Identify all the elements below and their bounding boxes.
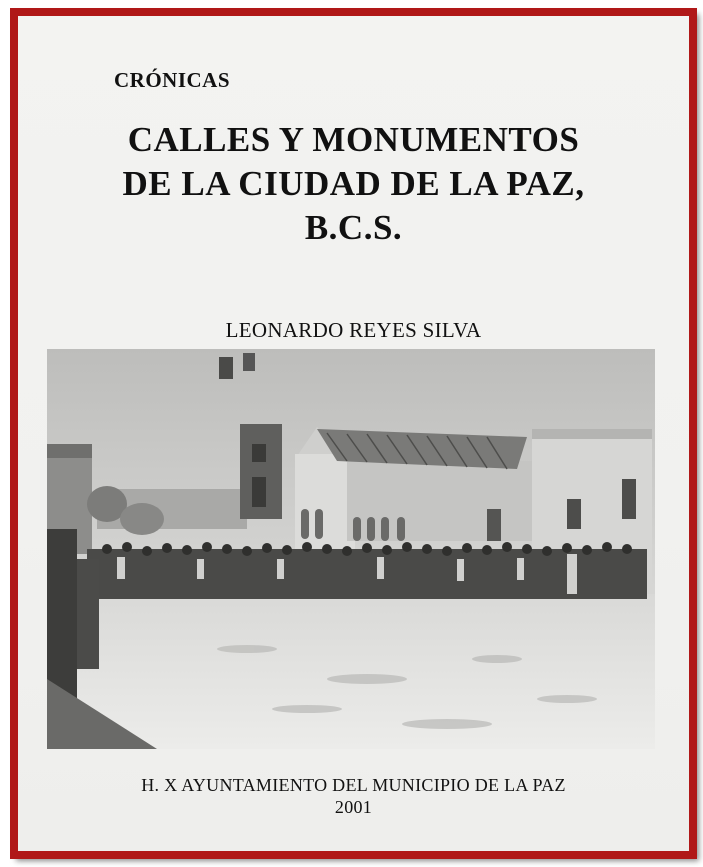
publisher-block: [18, 774, 689, 818]
publication-year: 2001: [334, 797, 373, 817]
section-label: CRÓNICAS: [114, 68, 231, 92]
publisher-name: H. X AYUNTAMIENTO DEL MUNICIPIO DE LA PAZ: [141, 775, 566, 795]
book-cover-frame: [10, 8, 697, 859]
title-line-3: B.C.S.: [304, 208, 403, 247]
book-cover: [18, 16, 689, 851]
historic-street-photo: [47, 349, 655, 749]
title-line-1: CALLES Y MONUMENTOS: [127, 120, 580, 159]
author-name: LEONARDO REYES SILVA: [225, 318, 482, 342]
title-line-2: DE LA CIUDAD DE LA PAZ,: [122, 164, 585, 203]
book-title: [18, 118, 689, 250]
